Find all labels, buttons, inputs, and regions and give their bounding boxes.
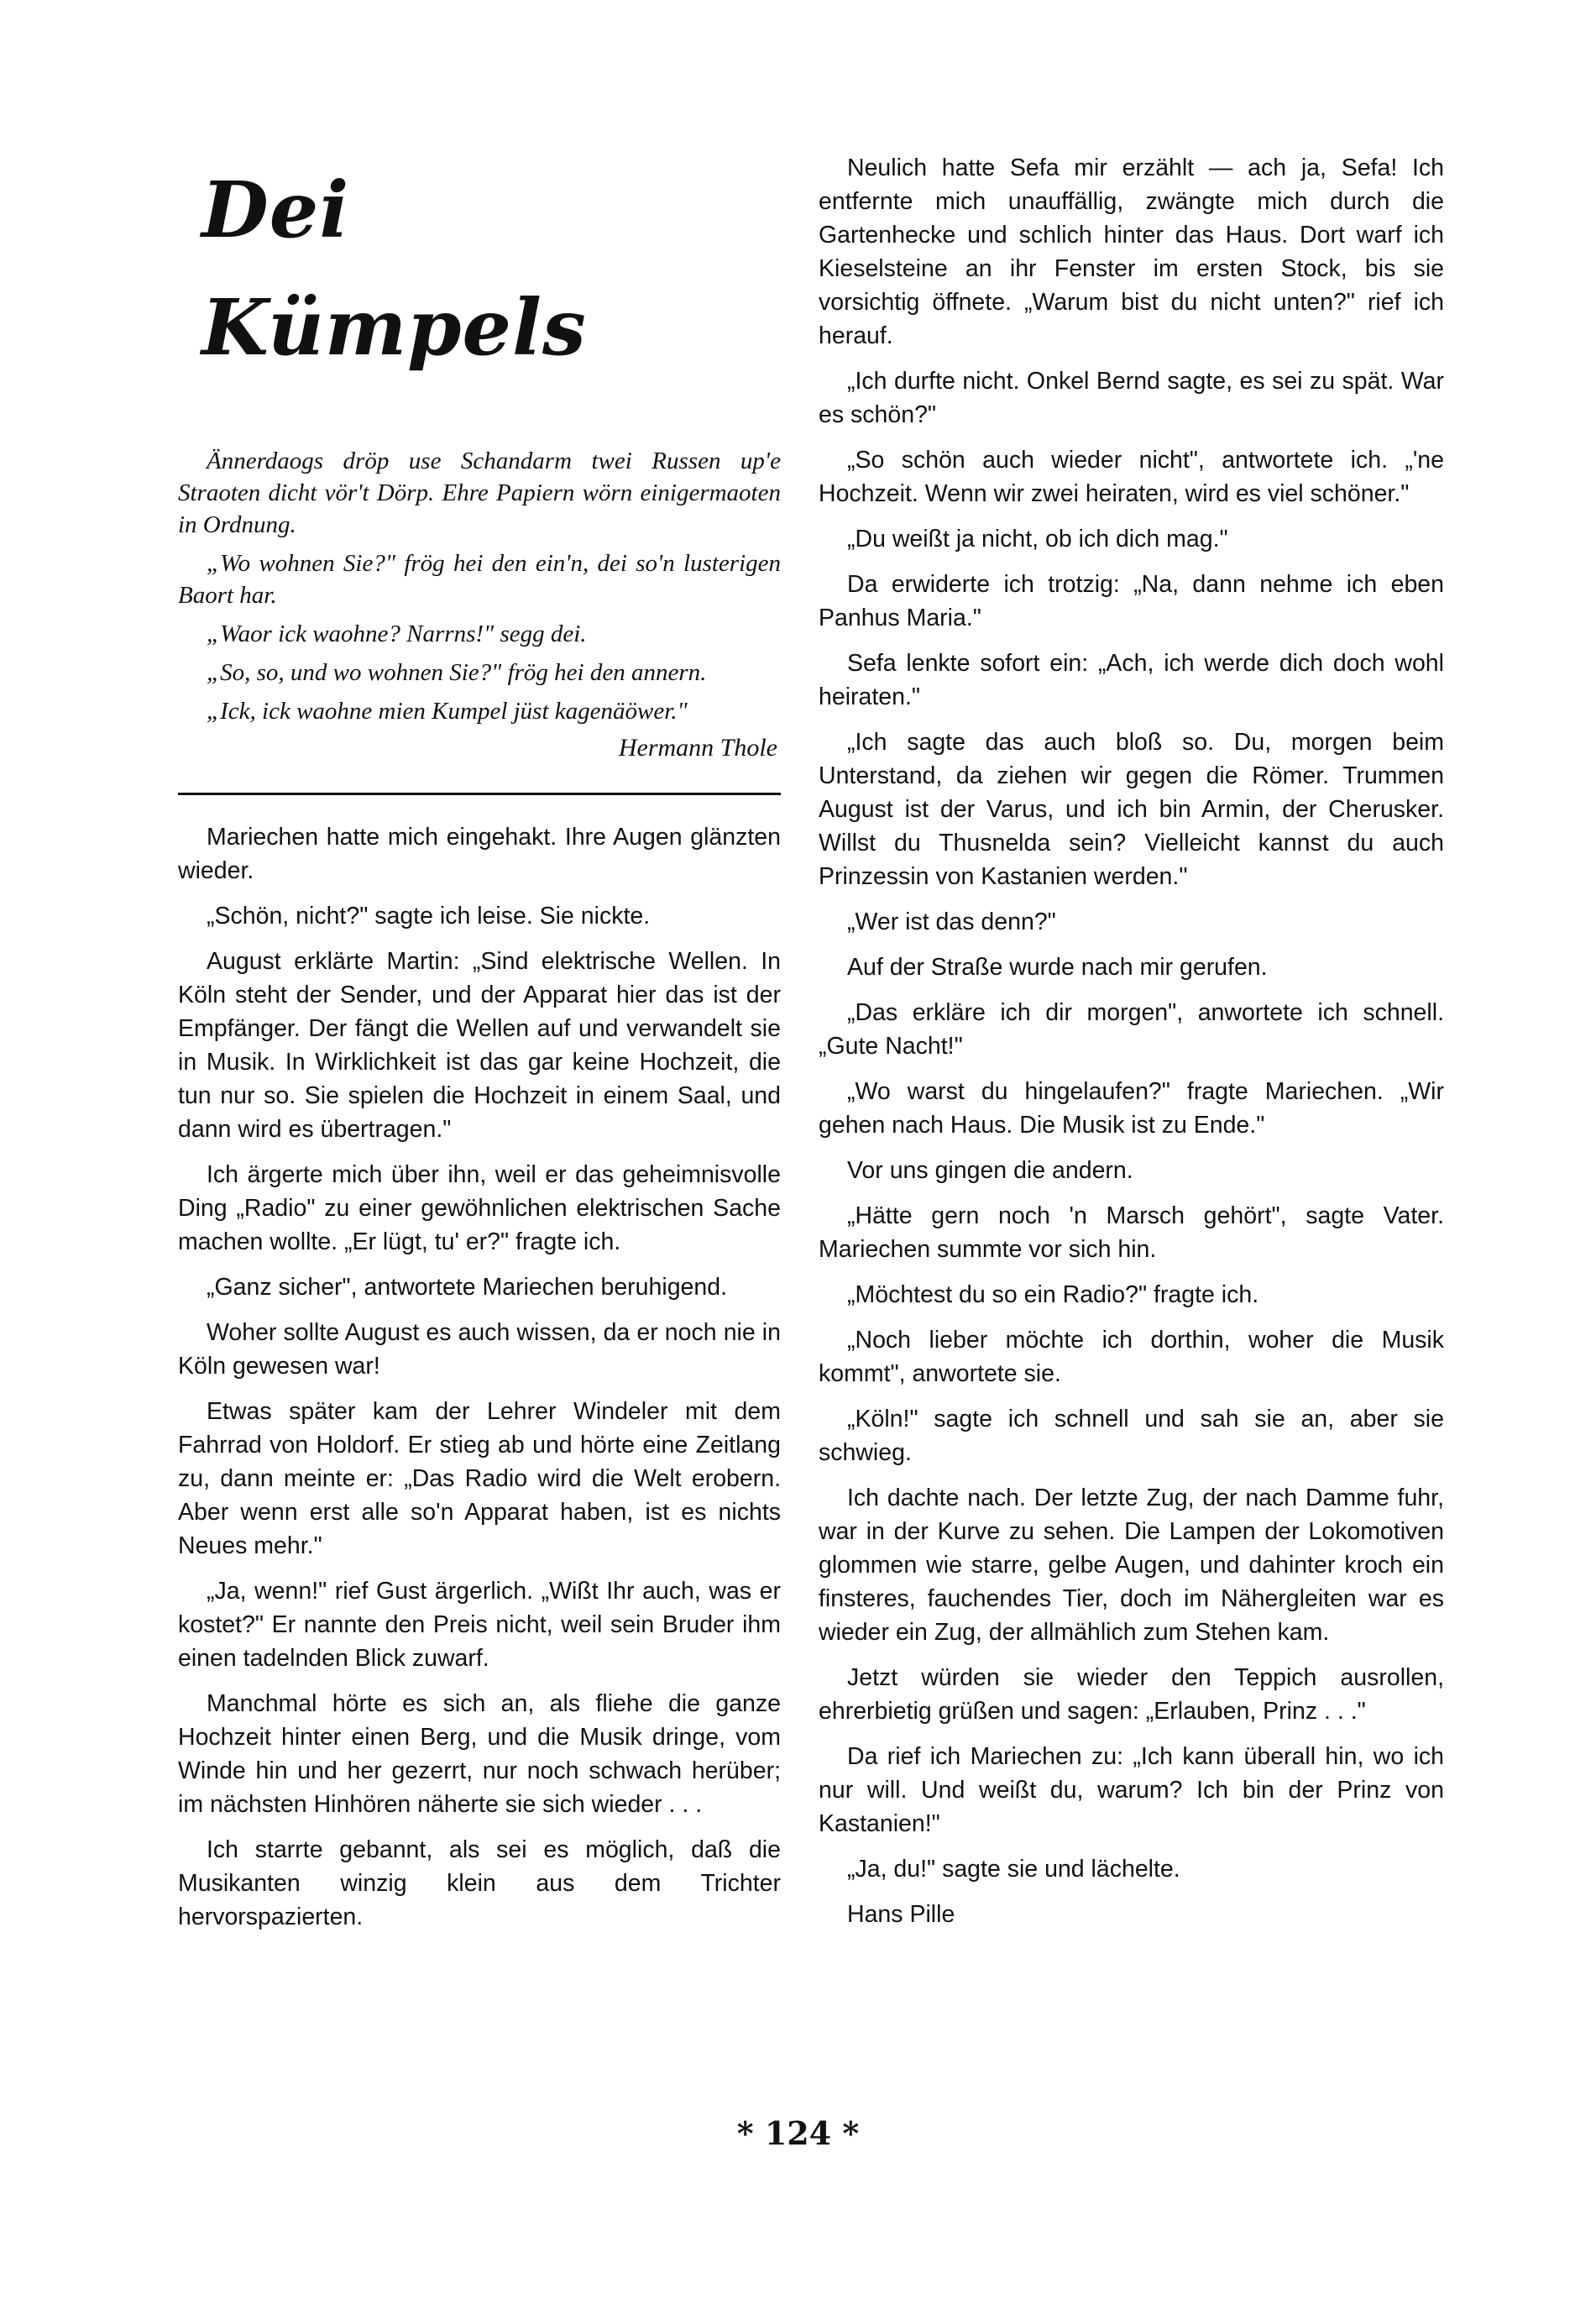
story-paragraph: Jetzt würden sie wieder den Teppich ausrollen, ehrerbietig grüßen und sagen: „Erlauben, Prinz . . ." xyxy=(819,1664,1444,1725)
story-paragraph: August erklärte Martin: „Sind elektrische Wellen. In Köln steht der Sender, und der Apparat hier das ist der Empfänger. Der fängt die Wellen auf und verwandelt sie in Musik. In Wirklichkeit ist das gar keine Hochzeit, die tun nur so. Sie spielen die Hochzeit in einem Saal, und dann wird es übertragen." xyxy=(178,948,781,1143)
story-paragraph: Auf der Straße wurde nach mir gerufen. xyxy=(847,954,1268,981)
story-paragraph: „Ja, du!" sagte sie und lächelte. xyxy=(847,1856,1180,1883)
dialect-poem xyxy=(178,445,781,727)
story-paragraph: Da erwiderte ich trotzig: „Na, dann nehme ich eben Panhus Maria." xyxy=(819,571,1444,631)
story-paragraph: „Wo warst du hingelaufen?" fragte Mariechen. „Wir gehen nach Haus. Die Musik ist zu Ende." xyxy=(819,1078,1444,1139)
story-paragraph: „Ich sagte das auch bloß so. Du, morgen beim Unterstand, da ziehen wir gegen die Römer. Trummen August ist der Varus, und ich bin Armin, der Cherusker. Willst du Thusnelda sein? Vielleicht kannst du auch Prinzessin von Kastanien werden." xyxy=(819,729,1444,890)
section-divider xyxy=(178,793,781,795)
story-paragraph: „Ganz sicher", antwortete Mariechen beruhigend. xyxy=(207,1274,728,1301)
title-line-2: Kümpels xyxy=(201,282,587,373)
story-paragraph: „Ich durfte nicht. Onkel Bernd sagte, es sei zu spät. War es schön?" xyxy=(819,368,1444,428)
poem-title xyxy=(201,151,781,386)
poem-paragraph: „Wo wohnen Sie?" frög hei den ein'n, dei so'n lusterigen Baort har. xyxy=(178,550,781,609)
poem-paragraph: „So, so, und wo wohnen Sie?" frög hei den annern. xyxy=(207,659,707,686)
title-line-1: Dei xyxy=(201,165,350,255)
story-paragraph: „Möchtest du so ein Radio?" fragte ich. xyxy=(847,1281,1259,1308)
story-paragraph: Neulich hatte Sefa mir erzählt — ach ja, Sefa! Ich entfernte mich unauffällig, zwängte mich durch die Gartenhecke und schlich hinter das Haus. Dort warf ich Kieselsteine an ihr Fenster im ersten Stock, bis sie vorsichtig öffnete. „Warum bist du nicht unten?" rief ich herauf. xyxy=(819,154,1444,349)
left-column xyxy=(178,151,781,1946)
story-paragraph: „Du weißt ja nicht, ob ich dich mag." xyxy=(847,526,1228,553)
story-paragraph: Mariechen hatte mich eingehakt. Ihre Augen glänzten wieder. xyxy=(178,824,781,884)
story-paragraph: „Ja, wenn!" rief Gust ärgerlich. „Wißt Ihr auch, was er kostet?" Er nannte den Preis nicht, weil sein Bruder ihm einen tadelnden Blick zuwarf. xyxy=(178,1578,781,1672)
story-paragraph: Ich dachte nach. Der letzte Zug, der nach Damme fuhr, war in der Kurve zu sehen. Die Lampen der Lokomotiven glommen wie starre, gelbe Augen, und dahinter kroch ein finsteres, fauchendes Tier, doch im Nähergleiten war es wieder ein Zug, der allmählich zum Stehen kam. xyxy=(819,1485,1444,1646)
story-paragraph: Sefa lenkte sofort ein: „Ach, ich werde dich doch wohl heiraten." xyxy=(819,650,1444,710)
story-paragraph: „Köln!" sagte ich schnell und sah sie an, aber sie schwieg. xyxy=(819,1406,1444,1466)
poem-paragraph: „Waor ick waohne? Narrns!" segg dei. xyxy=(207,621,587,647)
story-paragraph: „Schön, nicht?" sagte ich leise. Sie nickte. xyxy=(207,903,651,930)
story-paragraph: Woher sollte August es auch wissen, da er noch nie in Köln gewesen war! xyxy=(178,1319,781,1380)
story-author: Hans Pille xyxy=(847,1901,955,1928)
story-paragraph: Manchmal hörte es sich an, als fliehe die ganze Hochzeit hinter einen Berg, und die Musik dringe, vom Winde hin und her gezerrt, nur noch schwach herüber; im nächsten Hinhören näherte sie sich wieder . . . xyxy=(178,1690,781,1818)
poem-paragraph: „Ick, ick waohne mien Kumpel jüst kagenäöwer." xyxy=(207,698,688,725)
story-left-column xyxy=(178,820,781,1934)
story-paragraph: Ich ärgerte mich über ihn, weil er das geheimnisvolle Ding „Radio" zu einer gewöhnlichen elektrischen Sache machen wollte. „Er lügt, tu' er?" fragte ich. xyxy=(178,1161,781,1255)
story-paragraph: „Das erkläre ich dir morgen", anwortete ich schnell. „Gute Nacht!" xyxy=(819,999,1444,1060)
poem-paragraph: Ännerdaogs dröp use Schandarm twei Russen up'e Straoten dicht vör't Dörp. Ehre Papiern wörn einigermaoten in Ordnung. xyxy=(178,448,781,538)
story-paragraph: Da rief ich Mariechen zu: „Ich kann überall hin, wo ich nur will. Und weißt du, warum? Ich bin der Prinz von Kastanien!" xyxy=(819,1743,1444,1837)
story-paragraph: „Wer ist das denn?" xyxy=(847,909,1056,935)
story-right-column xyxy=(819,151,1444,1943)
story-paragraph: Ich starrte gebannt, als sei es möglich, daß die Musikanten winzig klein aus dem Trichter hervorspazierten. xyxy=(178,1836,781,1930)
story-paragraph: Vor uns gingen die andern. xyxy=(847,1157,1133,1184)
poem-author: Hermann Thole xyxy=(618,734,777,762)
story-paragraph: Etwas später kam der Lehrer Windeler mit dem Fahrrad von Holdorf. Er stieg ab und hörte eine Zeitlang zu, dann meinte er: „Das Radio wird die Welt erobern. Aber wenn erst alle so'n Apparat haben, ist es nichts Neues mehr." xyxy=(178,1398,781,1559)
story-paragraph: „Noch lieber möchte ich dorthin, woher die Musik kommt", anwortete sie. xyxy=(819,1327,1444,1387)
story-paragraph: „Hätte gern noch 'n Marsch gehört", sagte Vater. Mariechen summte vor sich hin. xyxy=(819,1202,1444,1263)
page-number: * 124 * xyxy=(736,2114,860,2152)
story-paragraph: „So schön auch wieder nicht", antwortete ich. „'ne Hochzeit. Wenn wir zwei heiraten, wird es viel schöner." xyxy=(819,447,1444,507)
